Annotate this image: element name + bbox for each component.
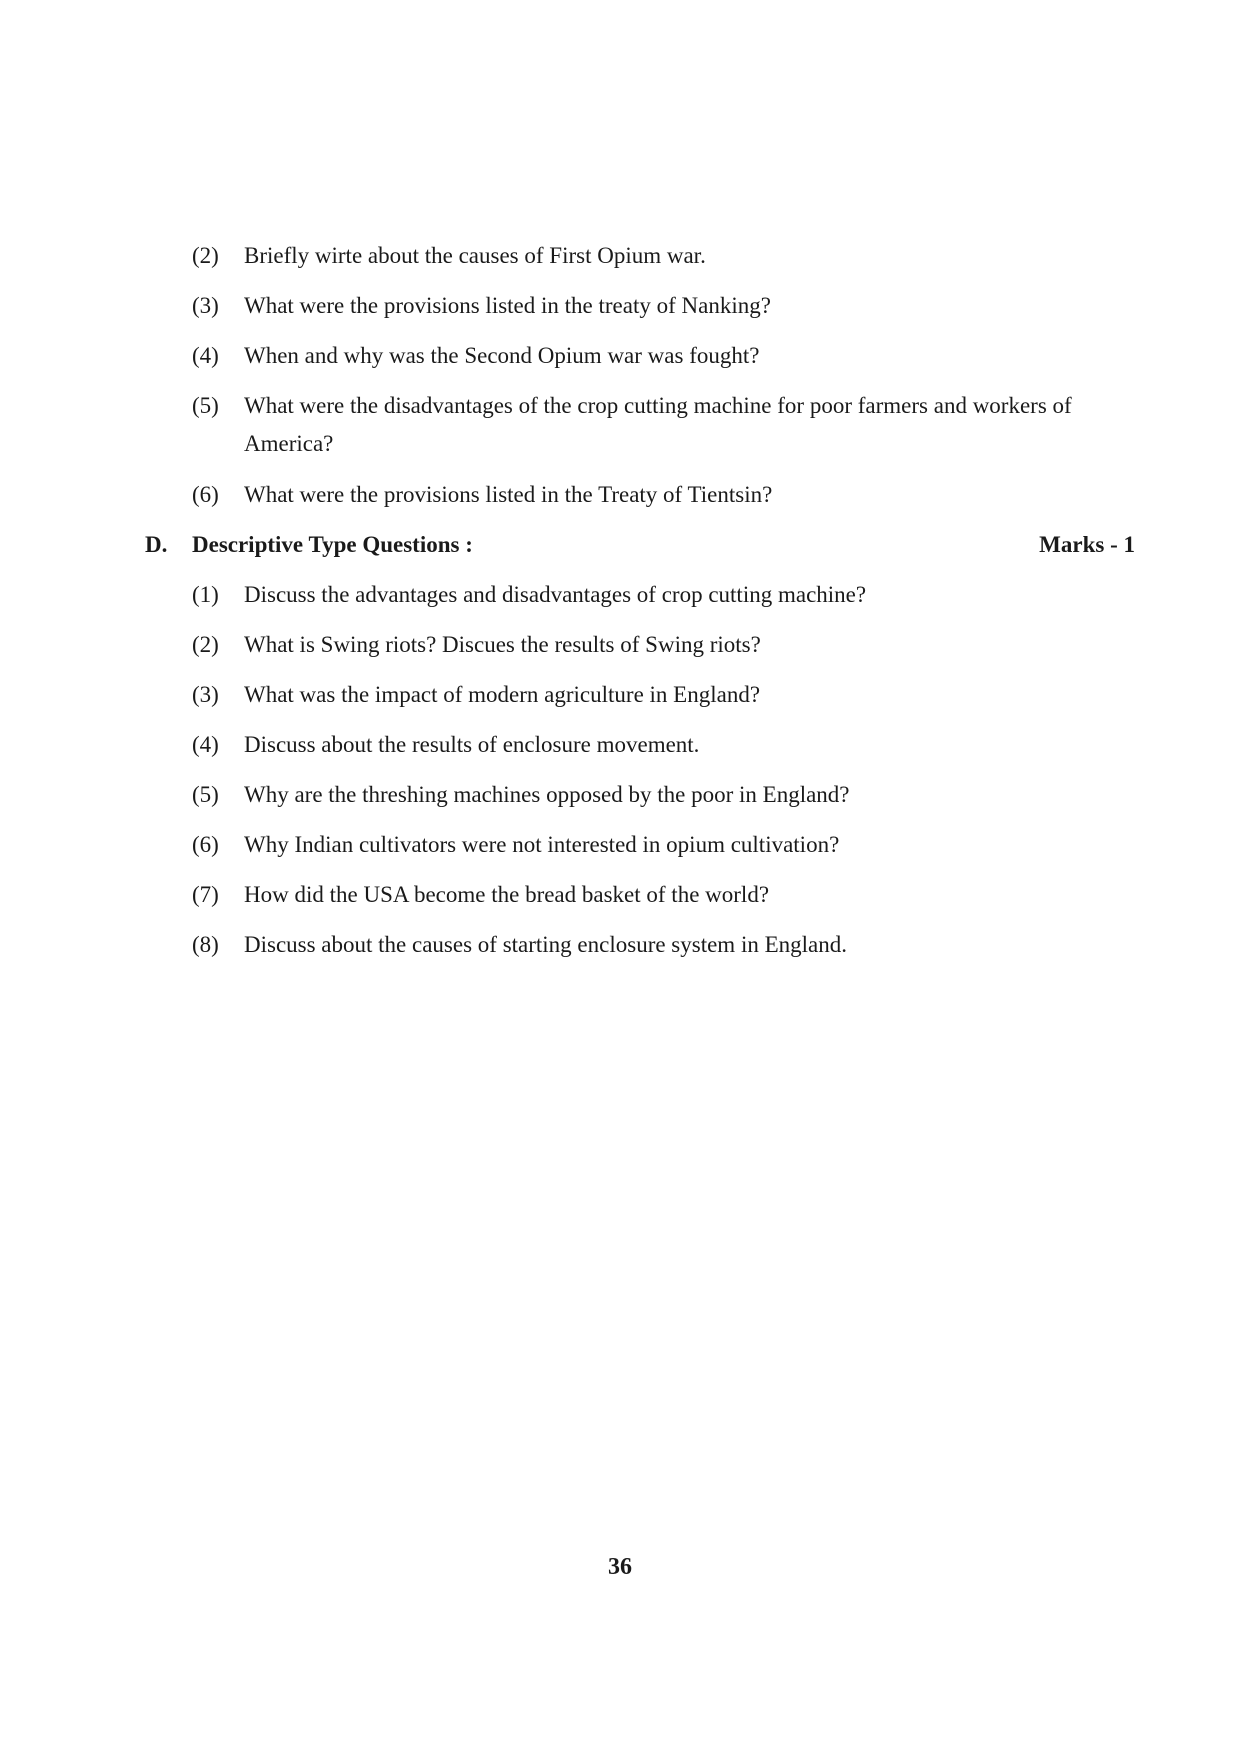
list-item bbox=[192, 476, 1142, 514]
item-text: What were the provisions listed in the Treaty of Tientsin? bbox=[244, 482, 773, 507]
item-text: Why Indian cultivators were not interested in opium cultivation? bbox=[244, 832, 840, 857]
item-number: (4) bbox=[192, 732, 219, 757]
list-item bbox=[192, 576, 1142, 614]
item-text: What were the provisions listed in the treaty of Nanking? bbox=[244, 293, 771, 318]
item-text: Discuss about the results of enclosure movement. bbox=[244, 732, 700, 757]
item-number: (6) bbox=[192, 832, 219, 857]
page-number: 36 bbox=[608, 1554, 632, 1580]
item-text: What is Swing riots? Discues the results of Swing riots? bbox=[244, 632, 761, 657]
list-item bbox=[192, 876, 1142, 914]
item-text: When and why was the Second Opium war was fought? bbox=[244, 343, 760, 368]
item-number: (3) bbox=[192, 293, 219, 318]
list-item bbox=[192, 726, 1142, 764]
list-item bbox=[192, 626, 1142, 664]
list-item bbox=[192, 826, 1142, 864]
list-item bbox=[192, 926, 1142, 964]
item-number: (7) bbox=[192, 882, 219, 907]
item-text: What were the disadvantages of the crop cutting machine for poor farmers and workers of America? bbox=[244, 393, 1072, 456]
list-item bbox=[192, 237, 1142, 275]
item-number: (8) bbox=[192, 932, 219, 957]
list-item bbox=[192, 387, 1142, 463]
list-item bbox=[192, 776, 1142, 814]
item-number: (4) bbox=[192, 343, 219, 368]
item-number: (2) bbox=[192, 632, 219, 657]
item-text: Briefly wirte about the causes of First Opium war. bbox=[244, 243, 706, 268]
item-number: (6) bbox=[192, 482, 219, 507]
section-marks: Marks - 1 bbox=[1039, 532, 1135, 557]
list-item bbox=[192, 337, 1142, 375]
item-number: (5) bbox=[192, 782, 219, 807]
item-number: (1) bbox=[192, 582, 219, 607]
section-title: Descriptive Type Questions : bbox=[192, 532, 473, 557]
item-number: (3) bbox=[192, 682, 219, 707]
item-number: (2) bbox=[192, 243, 219, 268]
item-number: (5) bbox=[192, 393, 219, 418]
item-text: Discuss the advantages and disadvantages of crop cutting machine? bbox=[244, 582, 867, 607]
item-text: What was the impact of modern agriculture in England? bbox=[244, 682, 761, 707]
item-text: Discuss about the causes of starting enclosure system in England. bbox=[244, 932, 847, 957]
section-letter: D. bbox=[145, 532, 168, 557]
item-text: How did the USA become the bread basket of the world? bbox=[244, 882, 770, 907]
list-item bbox=[192, 287, 1142, 325]
list-item bbox=[192, 676, 1142, 714]
item-text: Why are the threshing machines opposed by the poor in England? bbox=[244, 782, 850, 807]
